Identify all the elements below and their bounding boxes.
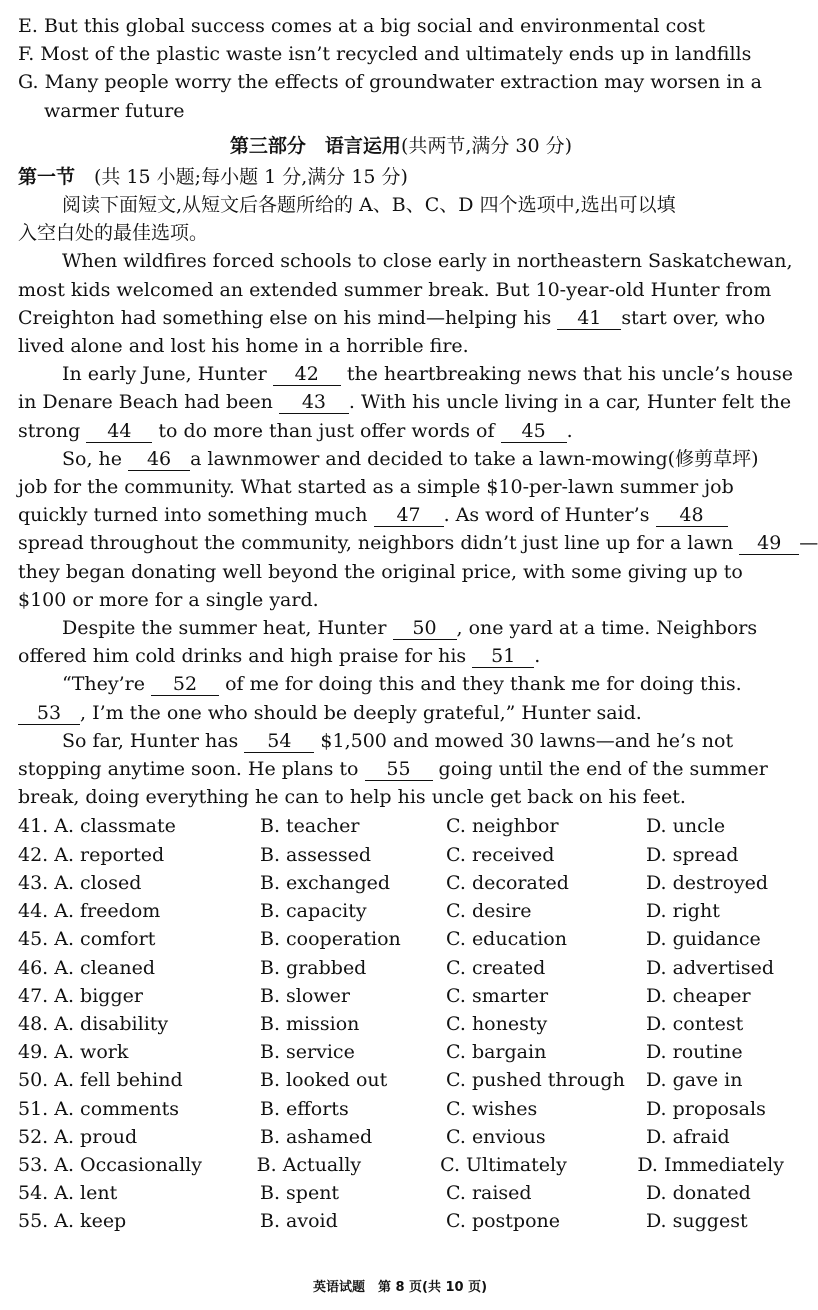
option-d[interactable]: D. suggest [646, 1210, 748, 1233]
instructions-line-2: 入空白处的最佳选项。 [18, 222, 209, 245]
option-c[interactable]: C. Ultimately [440, 1153, 567, 1176]
option-a[interactable]: 52. A. proud [18, 1125, 138, 1148]
passage-line: In early June, Hunter 42 the heartbreaking news that his uncle’s house [62, 363, 794, 386]
passage-line: So, he 46 a lawnmower and decided to take a lawn-mowing(修剪草坪) [62, 447, 759, 470]
passage-line: offered him cold drinks and high praise for his 51 . [18, 645, 541, 668]
blank-43[interactable]: 43 [279, 391, 349, 414]
option-row-47 [18, 982, 784, 1010]
passage-line: most kids welcomed an extended summer break. But 10-year-old Hunter from [18, 278, 772, 301]
option-c[interactable]: C. decorated [446, 871, 569, 894]
passage-line: “They’re 52 of me for doing this and they thank me for doing this. [62, 673, 742, 696]
option-row-43 [18, 869, 784, 897]
instructions-line-1: 阅读下面短文,从短文后各题所给的 A、B、C、D 四个选项中,选出可以填 [62, 194, 676, 217]
exam-page [18, 12, 818, 1236]
passage-line: 53 , I’m the one who should be deeply grateful,” Hunter said. [18, 699, 784, 727]
option-c[interactable]: C. raised [446, 1182, 532, 1205]
option-c[interactable]: C. postpone [446, 1210, 561, 1233]
blank-54[interactable]: 54 [244, 730, 314, 753]
blank-52[interactable]: 52 [151, 673, 219, 696]
option-row-41 [18, 812, 784, 840]
option-d[interactable]: D. uncle [646, 815, 726, 838]
option-d[interactable]: D. guidance [646, 928, 761, 951]
option-c[interactable]: C. smarter [446, 984, 549, 1007]
option-row-50 [18, 1066, 784, 1094]
blank-50[interactable]: 50 [393, 617, 457, 640]
passage-line: stopping anytime soon. He plans to 55 going until the end of the summer [18, 758, 768, 781]
passage-line: quickly turned into something much 47 . As word of Hunter’s 48 [18, 501, 784, 529]
passage-line: they began donating well beyond the original price, with some giving up to [18, 560, 743, 583]
blank-51[interactable]: 51 [472, 645, 534, 668]
prev-option-list [18, 12, 784, 125]
option-row-55 [18, 1207, 784, 1235]
blank-49[interactable]: 49 [739, 532, 799, 555]
passage-line: break, doing everything he can to help his uncle get back on his feet. [18, 786, 686, 809]
option-c[interactable]: C. honesty [446, 1012, 548, 1035]
option-d[interactable]: D. advertised [646, 956, 775, 979]
blank-41[interactable]: 41 [557, 307, 621, 330]
passage-line: job for the community. What started as a simple $10-per-lawn summer job [18, 476, 734, 499]
option-a[interactable]: 42. A. reported [18, 843, 165, 866]
passage-line: strong 44 to do more than just offer words of 45 . [18, 419, 573, 442]
option-b[interactable]: B. avoid [260, 1210, 338, 1233]
option-c[interactable]: C. neighbor [446, 815, 559, 838]
option-d[interactable]: D. cheaper [646, 984, 751, 1007]
option-c[interactable]: C. envious [446, 1125, 546, 1148]
option-row-42 [18, 841, 784, 869]
option-b[interactable]: B. capacity [260, 900, 367, 923]
option-b[interactable]: B. teacher [260, 815, 360, 838]
section-title: 第三部分 语言运用(共两节,满分 30 分) [229, 134, 573, 157]
option-a[interactable]: 55. A. keep [18, 1210, 127, 1233]
option-b[interactable]: B. cooperation [260, 928, 401, 951]
blank-45[interactable]: 45 [501, 420, 567, 443]
option-c[interactable]: C. created [446, 956, 546, 979]
option-d[interactable]: D. proposals [646, 1097, 766, 1120]
prev-option-g: G. Many people worry the effects of groundwater extraction may worsen in a [18, 71, 762, 94]
option-row-44 [18, 897, 784, 925]
option-row-48 [18, 1010, 784, 1038]
option-c[interactable]: C. pushed through [446, 1069, 625, 1092]
passage-line: When wildfires forced schools to close early in northeastern Saskatchewan, [62, 250, 793, 273]
option-a[interactable]: 41. A. classmate [18, 815, 176, 838]
option-d[interactable]: D. routine [646, 1041, 743, 1064]
page-footer: 英语试题 第 8 页(共 10 页) [312, 1280, 488, 1295]
option-a[interactable]: 50. A. fell behind [18, 1069, 183, 1092]
option-d[interactable]: D. right [646, 900, 720, 923]
option-c[interactable]: C. wishes [446, 1097, 538, 1120]
option-a[interactable]: 45. A. comfort [18, 928, 156, 951]
option-row-45 [18, 925, 784, 953]
option-a[interactable]: 48. A. disability [18, 1012, 169, 1035]
option-d[interactable]: D. destroyed [646, 871, 769, 894]
option-a[interactable]: 43. A. closed [18, 871, 142, 894]
prev-option-e: E. But this global success comes at a big social and environmental cost [18, 15, 706, 37]
option-c[interactable]: C. bargain [446, 1041, 547, 1064]
option-b[interactable]: B. efforts [260, 1097, 349, 1120]
blank-47[interactable]: 47 [374, 504, 444, 527]
option-row-46 [18, 954, 784, 982]
option-d[interactable]: D. afraid [646, 1125, 730, 1148]
passage-line: $100 or more for a single yard. [18, 588, 319, 611]
option-row-54 [18, 1179, 784, 1207]
option-b[interactable]: B. spent [260, 1182, 340, 1205]
passage-line: So far, Hunter has 54 $1,500 and mowed 30 lawns—and he’s not [62, 729, 734, 752]
option-b[interactable]: B. slower [260, 984, 350, 1007]
blank-42[interactable]: 42 [273, 363, 341, 386]
blank-55[interactable]: 55 [365, 758, 433, 781]
blank-48[interactable]: 48 [656, 504, 728, 527]
option-a[interactable]: 51. A. comments [18, 1097, 180, 1120]
option-row-49 [18, 1038, 784, 1066]
option-d[interactable]: D. contest [646, 1012, 744, 1035]
passage-line: Creighton had something else on his mind—helping his 41 start over, who [18, 306, 766, 329]
option-a[interactable]: 53. A. Occasionally [18, 1153, 202, 1176]
cloze-passage [18, 247, 818, 811]
answer-options [18, 812, 784, 1235]
option-a[interactable]: 46. A. cleaned [18, 956, 155, 979]
passage-line: lived alone and lost his home in a horrible fire. [18, 335, 469, 358]
option-a[interactable]: 54. A. lent [18, 1182, 118, 1205]
passage-line: in Denare Beach had been 43 . With his uncle living in a car, Hunter felt the [18, 391, 792, 414]
option-d[interactable]: D. gave in [646, 1069, 743, 1092]
option-d[interactable]: D. spread [646, 843, 739, 866]
option-c[interactable]: C. education [446, 928, 567, 951]
passage-line: spread throughout the community, neighbors didn’t just line up for a lawn 49 — [18, 532, 818, 555]
option-a[interactable]: 44. A. freedom [18, 900, 161, 923]
option-row-51 [18, 1095, 784, 1123]
option-a[interactable]: 47. A. bigger [18, 984, 143, 1007]
blank-53[interactable]: 53 [18, 702, 80, 725]
option-c[interactable]: C. desire [446, 900, 532, 923]
passage-line: Despite the summer heat, Hunter 50 , one yard at a time. Neighbors [62, 617, 758, 640]
option-d[interactable]: D. donated [646, 1182, 751, 1205]
option-b[interactable]: B. mission [260, 1012, 360, 1035]
option-b[interactable]: B. service [260, 1041, 355, 1064]
option-b[interactable]: B. looked out [260, 1069, 388, 1092]
subsection-title: 第一节 (共 15 小题;每小题 1 分,满分 15 分) [18, 165, 408, 188]
prev-option-g-cont: warmer future [44, 99, 185, 122]
option-b[interactable]: B. grabbed [260, 956, 367, 979]
option-c[interactable]: C. received [446, 843, 555, 866]
option-d[interactable]: D. Immediately [637, 1153, 784, 1176]
option-row-52 [18, 1123, 784, 1151]
prev-option-f: F. Most of the plastic waste isn’t recycled and ultimately ends up in landfills [18, 43, 752, 66]
option-b[interactable]: B. Actually [256, 1153, 362, 1176]
blank-46[interactable]: 46 [128, 448, 190, 471]
option-b[interactable]: B. assessed [260, 843, 372, 866]
option-a[interactable]: 49. A. work [18, 1041, 129, 1064]
option-b[interactable]: B. ashamed [260, 1125, 373, 1148]
option-row-53 [18, 1151, 784, 1179]
option-b[interactable]: B. exchanged [260, 871, 391, 894]
blank-44[interactable]: 44 [86, 420, 152, 443]
